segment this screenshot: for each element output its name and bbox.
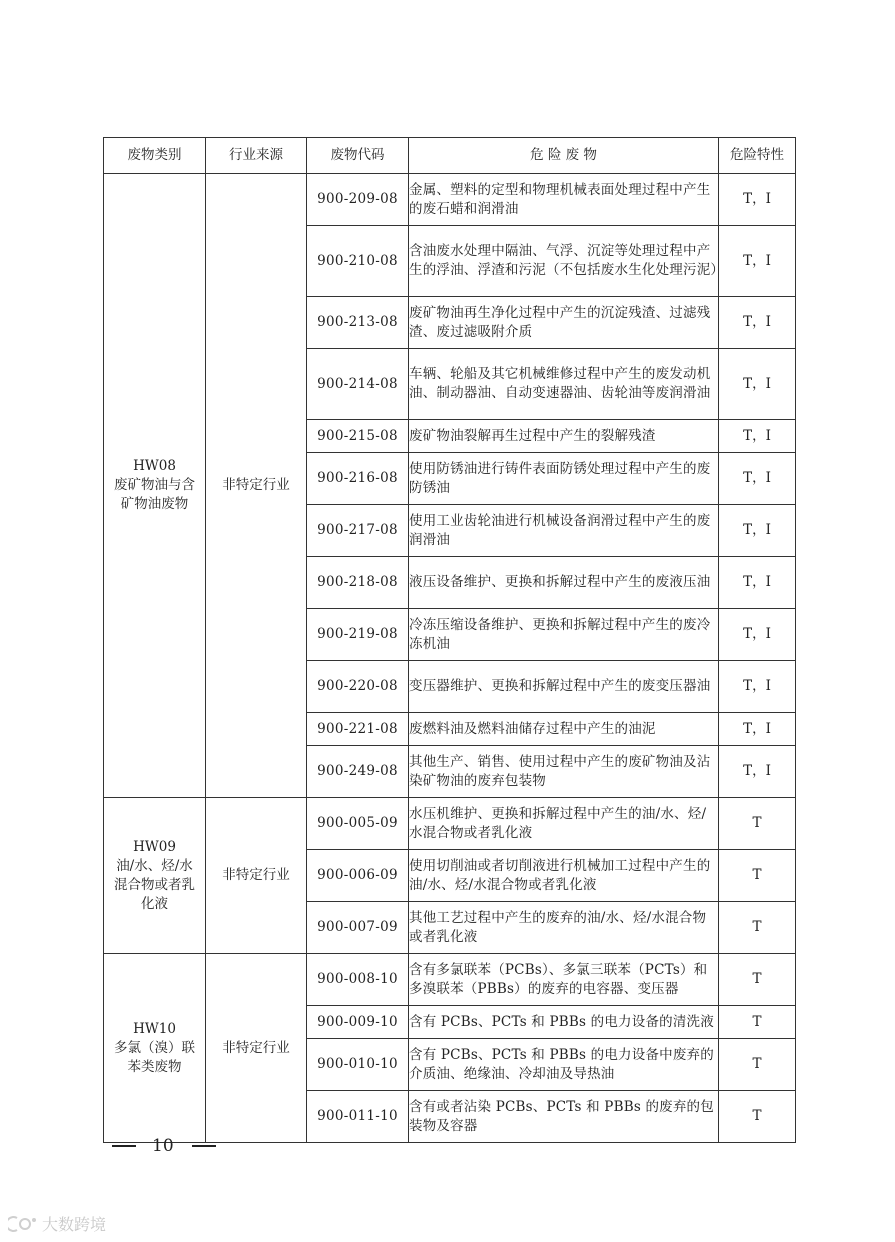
waste-code-cell: 900-005-09 xyxy=(307,798,409,850)
watermark-text: 大数跨境 xyxy=(42,1215,107,1234)
waste-code-cell: 900-010-10 xyxy=(307,1039,409,1091)
waste-code-cell: 900-210-08 xyxy=(307,226,409,297)
hazard-property-cell: T xyxy=(719,902,796,954)
hazard-property-cell: T，I xyxy=(719,226,796,297)
hazard-property-cell: T，I xyxy=(719,349,796,420)
page-footer xyxy=(112,1134,216,1158)
waste-description-cell: 含油废水处理中隔油、气浮、沉淀等处理过程中产生的浮油、浮渣和污泥（不包括废水生化处理污泥） xyxy=(409,226,719,297)
table-row xyxy=(104,174,796,226)
waste-category-line: 油/水、烃/水 xyxy=(116,857,193,874)
hazard-property-cell: T，I xyxy=(719,505,796,557)
waste-category-line: HW08 xyxy=(133,458,176,474)
waste-description-cell: 含有多氯联苯（PCBs）、多氯三联苯（PCTs）和多溴联苯（PBBs）的废弃的电容器、变压器 xyxy=(409,954,719,1006)
waste-code-cell: 900-249-08 xyxy=(307,746,409,798)
waste-code-cell: 900-221-08 xyxy=(307,713,409,746)
hazard-property-cell: T xyxy=(719,850,796,902)
hazard-property-cell: T xyxy=(719,798,796,850)
waste-description-cell: 车辆、轮船及其它机械维修过程中产生的废发动机油、制动器油、自动变速器油、齿轮油等废润滑油 xyxy=(409,349,719,420)
waste-category-cell xyxy=(104,174,206,798)
waste-category-line: HW09 xyxy=(133,838,176,855)
waste-description-cell: 废燃料油及燃料油储存过程中产生的油泥 xyxy=(409,713,719,746)
table-body xyxy=(104,174,796,1143)
waste-description-cell: 含有 PCBs、PCTs 和 PBBs 的电力设备的清洗液 xyxy=(409,1006,719,1039)
waste-code-cell: 900-007-09 xyxy=(307,902,409,954)
hazard-property-cell: T，I xyxy=(719,713,796,746)
waste-category-line: HW10 xyxy=(133,1020,176,1037)
waste-description-cell: 使用切削油或者切削液进行机械加工过程中产生的油/水、烃/水混合物或者乳化液 xyxy=(409,850,719,902)
waste-code-cell: 900-008-10 xyxy=(307,954,409,1006)
waste-code-cell: 900-220-08 xyxy=(307,661,409,713)
table-header-row xyxy=(104,138,796,174)
waste-description-cell: 含有 PCBs、PCTs 和 PBBs 的电力设备中废弃的介质油、绝缘油、冷却油及导热油 xyxy=(409,1039,719,1091)
waste-category-line: 苯类废物 xyxy=(127,1058,182,1075)
waste-description-cell: 废矿物油裂解再生过程中产生的裂解残渣 xyxy=(409,420,719,453)
waste-code-cell: 900-219-08 xyxy=(307,609,409,661)
waste-description-cell: 水压机维护、更换和拆解过程中产生的油/水、烃/水混合物或者乳化液 xyxy=(409,798,719,850)
hazard-property-cell: T，I xyxy=(719,609,796,661)
waste-code-cell: 900-213-08 xyxy=(307,297,409,349)
hazard-property-cell: T，I xyxy=(719,297,796,349)
hazard-property-cell: T，I xyxy=(719,746,796,798)
hazard-property-cell: T xyxy=(719,954,796,1006)
waste-category-cell xyxy=(104,798,206,954)
watermark-logo-icon xyxy=(8,1215,38,1233)
footer-dash-right xyxy=(192,1145,216,1147)
watermark xyxy=(8,1212,106,1235)
industry-source-cell: 非特定行业 xyxy=(206,174,307,798)
header-industry-source: 行业来源 xyxy=(206,138,307,174)
waste-code-cell: 900-214-08 xyxy=(307,349,409,420)
waste-code-cell: 900-217-08 xyxy=(307,505,409,557)
industry-source-cell: 非特定行业 xyxy=(206,954,307,1143)
hazardous-waste-table xyxy=(103,137,796,1143)
waste-code-cell: 900-218-08 xyxy=(307,557,409,609)
industry-source-cell: 非特定行业 xyxy=(206,798,307,954)
waste-description-cell: 冷冻压缩设备维护、更换和拆解过程中产生的废冷冻机油 xyxy=(409,609,719,661)
hazard-property-cell: T，I xyxy=(719,174,796,226)
hazard-property-cell: T xyxy=(719,1039,796,1091)
waste-description-cell: 其他工艺过程中产生的废弃的油/水、烃/水混合物或者乳化液 xyxy=(409,902,719,954)
hazard-property-cell: T，I xyxy=(719,453,796,505)
hazard-property-cell: T xyxy=(719,1091,796,1143)
waste-code-cell: 900-215-08 xyxy=(307,420,409,453)
waste-description-cell: 废矿物油再生净化过程中产生的沉淀残渣、过滤残渣、废过滤吸附介质 xyxy=(409,297,719,349)
header-waste-code: 废物代码 xyxy=(307,138,409,174)
waste-category-line: 化液 xyxy=(141,895,168,912)
hazard-property-cell: T xyxy=(719,1006,796,1039)
header-hazardous-waste: 危 险 废 物 xyxy=(409,138,719,174)
waste-category-line: 多氯（溴）联 xyxy=(114,1039,195,1056)
hazard-property-cell: T，I xyxy=(719,420,796,453)
waste-description-cell: 其他生产、销售、使用过程中产生的废矿物油及沾染矿物油的废弃包装物 xyxy=(409,746,719,798)
waste-category-line: 废矿物油与含 xyxy=(114,477,195,493)
page-number: 10 xyxy=(152,1136,174,1156)
waste-description-cell: 金属、塑料的定型和物理机械表面处理过程中产生的废石蜡和润滑油 xyxy=(409,174,719,226)
header-hazard-property: 危险特性 xyxy=(719,138,796,174)
waste-code-cell: 900-216-08 xyxy=(307,453,409,505)
waste-code-cell: 900-009-10 xyxy=(307,1006,409,1039)
waste-description-cell: 液压设备维护、更换和拆解过程中产生的废液压油 xyxy=(409,557,719,609)
footer-dash-left xyxy=(112,1145,136,1147)
waste-description-cell: 含有或者沾染 PCBs、PCTs 和 PBBs 的废弃的包装物及容器 xyxy=(409,1091,719,1143)
waste-category-line: 矿物油废物 xyxy=(120,496,189,512)
hazard-property-cell: T，I xyxy=(719,661,796,713)
waste-description-cell: 使用防锈油进行铸件表面防锈处理过程中产生的废防锈油 xyxy=(409,453,719,505)
waste-code-cell: 900-011-10 xyxy=(307,1091,409,1143)
waste-description-cell: 使用工业齿轮油进行机械设备润滑过程中产生的废润滑油 xyxy=(409,505,719,557)
waste-description-cell: 变压器维护、更换和拆解过程中产生的废变压器油 xyxy=(409,661,719,713)
hazard-property-cell: T，I xyxy=(719,557,796,609)
waste-code-cell: 900-006-09 xyxy=(307,850,409,902)
header-waste-category: 废物类别 xyxy=(104,138,206,174)
table-row xyxy=(104,798,796,850)
table-row xyxy=(104,954,796,1006)
waste-category-line: 混合物或者乳 xyxy=(114,876,195,893)
waste-category-cell xyxy=(104,954,206,1143)
waste-code-cell: 900-209-08 xyxy=(307,174,409,226)
